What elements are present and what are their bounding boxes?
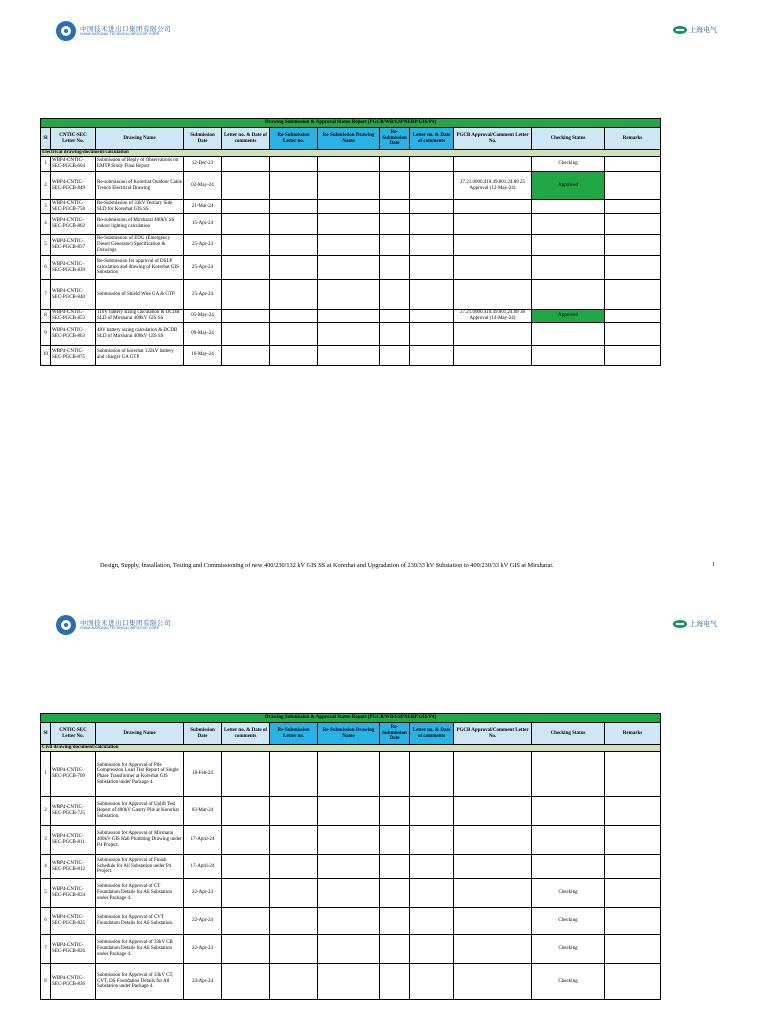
- row-resubmission-date: [380, 964, 410, 1000]
- row-resubmission-letter: [270, 855, 318, 879]
- shanghai-electric-logo-page2: [673, 619, 717, 629]
- table-row: [41, 879, 661, 908]
- row-submission-date: 21-Mar-24: [184, 200, 222, 214]
- row-resubmission-date: [380, 345, 410, 365]
- row-submission-date: 25-Apr-24: [184, 235, 222, 256]
- cntic-logo: [56, 21, 171, 41]
- row-drawing-name: Submission of Reply of Observations on EMTP Study Final Report: [96, 157, 184, 172]
- row-resubmission-drawing: [318, 235, 380, 256]
- row-comments-letter-2: [410, 172, 454, 200]
- row-resubmission-drawing: [318, 752, 380, 797]
- row-resubmission-drawing: [318, 964, 380, 1000]
- status-table-electrical: [40, 118, 661, 366]
- row-drawing-name: Submission for Approval of Pile Compression Load Test Report of Single Phase Transformer at Korerhat GIS Substation under Package 4.: [96, 752, 184, 797]
- row-comments-letter-2: [410, 157, 454, 172]
- row-sl: 3: [41, 826, 51, 855]
- row-pgcb-approval: [454, 752, 532, 797]
- row-pgcb-approval: 27.21.0000.410.49.001.24.08 25 Approval (13-May-24): [454, 172, 532, 200]
- row-drawing-name: Submission for Approval of 33kV CT, CVT, DS Foundation Details for All Substation under Package 4.: [96, 964, 184, 1000]
- table-row: [41, 172, 661, 200]
- row-letter-no: WBP4-CNTIC-SEC-PGCB-836: [51, 964, 96, 1000]
- row-remarks: [605, 322, 661, 345]
- row-resubmission-letter: [270, 256, 318, 280]
- row-letter-no: WBP4-CNTIC-SEC-PGCB-812: [51, 855, 96, 879]
- header-remarks: Remarks: [605, 128, 661, 150]
- row-resubmission-date: [380, 855, 410, 879]
- row-resubmission-letter: [270, 235, 318, 256]
- row-letter-no: WBP4-CNTIC-SEC-PGCB-853: [51, 310, 96, 323]
- row-comments-letter: [222, 797, 270, 826]
- row-submission-date: 15-Apr-24: [184, 214, 222, 235]
- header-remarks: Remarks: [605, 723, 661, 745]
- row-submission-date: 22-Apr-24: [184, 908, 222, 935]
- row-comments-letter-2: [410, 879, 454, 908]
- row-sl: 9: [41, 322, 51, 345]
- row-checking-status: [532, 235, 605, 256]
- row-letter-no: WBP4-CNTIC-SEC-PGCB-725: [51, 797, 96, 826]
- row-comments-letter: [222, 964, 270, 1000]
- row-checking-status: Checking: [532, 935, 605, 964]
- row-checking-status: [532, 322, 605, 345]
- row-resubmission-letter: [270, 280, 318, 310]
- header-resubmission-letter: Re-Submission Letter no.: [270, 723, 318, 745]
- row-remarks: [605, 172, 661, 200]
- row-comments-letter: [222, 157, 270, 172]
- row-sl: 10: [41, 345, 51, 365]
- row-sl: 5: [41, 879, 51, 908]
- table-row: [41, 797, 661, 826]
- row-resubmission-letter: [270, 879, 318, 908]
- row-comments-letter: [222, 200, 270, 214]
- row-resubmission-drawing: [318, 172, 380, 200]
- report-title: Drawing Submission & Approval Status Report [PGCB/WB/ESPNERP/GIS/P4]: [41, 119, 661, 128]
- header-checking-status: Checking Status: [532, 723, 605, 745]
- row-sl: 8: [41, 310, 51, 323]
- row-comments-letter: [222, 310, 270, 323]
- row-resubmission-drawing: [318, 214, 380, 235]
- row-resubmission-letter: [270, 157, 318, 172]
- row-submission-date: 03-Mar-24: [184, 797, 222, 826]
- section-title-electrical: Electrical drawing/document/calculation: [41, 150, 661, 157]
- report-title: Drawing Submission & Approval Status Report [PGCB/WB/ESPNERP/GIS/P4]: [41, 714, 661, 723]
- row-resubmission-date: [380, 200, 410, 214]
- row-sl: 7: [41, 935, 51, 964]
- row-pgcb-approval: [454, 345, 532, 365]
- row-comments-letter: [222, 826, 270, 855]
- row-letter-no: WBP4-CNTIC-SEC-PGCB-849: [51, 172, 96, 200]
- header-pgcb-approval: PGCB Approval/Comment Letter No.: [454, 128, 532, 150]
- table-row: [41, 964, 661, 1000]
- row-checking-status: Checking: [532, 964, 605, 1000]
- row-remarks: [605, 345, 661, 365]
- table-row: [41, 235, 661, 256]
- row-resubmission-drawing: [318, 345, 380, 365]
- row-resubmission-drawing: [318, 879, 380, 908]
- row-drawing-name: Submission of Shield Wire GA & GTP: [96, 280, 184, 310]
- row-comments-letter: [222, 752, 270, 797]
- row-resubmission-letter: [270, 172, 318, 200]
- row-comments-letter-2: [410, 935, 454, 964]
- row-checking-status: [532, 826, 605, 855]
- row-checking-status: [532, 345, 605, 365]
- shanghai-electric-text: 上海电气: [689, 620, 717, 628]
- row-remarks: [605, 855, 661, 879]
- row-comments-letter: [222, 235, 270, 256]
- row-resubmission-drawing: [318, 200, 380, 214]
- row-pgcb-approval: [454, 322, 532, 345]
- table-row: [41, 214, 661, 235]
- row-comments-letter: [222, 879, 270, 908]
- row-comments-letter-2: [410, 908, 454, 935]
- row-drawing-name: Submission for Approval of Uplift Test Report of 400kV Gantry Pile at Korerhat Substation.: [96, 797, 184, 826]
- row-remarks: [605, 235, 661, 256]
- row-letter-no: WBP4-CNTIC-SEC-PGCB-839: [51, 256, 96, 280]
- row-comments-letter-2: [410, 855, 454, 879]
- header-sl: Sl: [41, 128, 51, 150]
- row-checking-status: Approved: [532, 310, 605, 323]
- header-comments-letter-2: Letter no. & Date of comments: [410, 723, 454, 745]
- row-resubmission-letter: [270, 310, 318, 323]
- row-letter-no: WBP4-CNTIC-SEC-PGCB-758: [51, 200, 96, 214]
- table-row: [41, 200, 661, 214]
- row-comments-letter-2: [410, 826, 454, 855]
- row-remarks: [605, 797, 661, 826]
- row-submission-date: 24-Apr-24: [184, 964, 222, 1000]
- cntic-logo-en: CHINA NATIONAL TECHNICAL IMP.& EXP. CORP.: [80, 32, 160, 36]
- cntic-logo-cn: 中国技术进出口集团有限公司: [80, 618, 171, 627]
- row-pgcb-approval: [454, 256, 532, 280]
- row-comments-letter-2: [410, 964, 454, 1000]
- row-resubmission-letter: [270, 935, 318, 964]
- table-row: [41, 322, 661, 345]
- header-row: [41, 128, 661, 150]
- row-resubmission-date: [380, 752, 410, 797]
- row-letter-no: WBP4-CNTIC-SEC-PGCB-826: [51, 935, 96, 964]
- header-resubmission-date: Re-Submission Date: [380, 723, 410, 745]
- cntic-logo-page2: [56, 615, 171, 635]
- row-comments-letter: [222, 172, 270, 200]
- row-checking-status: [532, 200, 605, 214]
- project-footer: Design, Supply, Installation, Testing and Commissioning of new 400/230/132 kV GIS SS at Korerhat and Upgradation of 230/33 kV Substation to 400/230/33 kV GIS at Mirsharai.: [100, 562, 554, 569]
- row-submission-date: 16-May-24: [184, 345, 222, 365]
- row-pgcb-approval: [454, 157, 532, 172]
- row-checking-status: Checking: [532, 157, 605, 172]
- row-resubmission-drawing: [318, 826, 380, 855]
- row-submission-date: 25-Apr-24: [184, 280, 222, 310]
- row-checking-status: Checking: [532, 879, 605, 908]
- table-row: [41, 855, 661, 879]
- row-drawing-name: Re-Submission of EDG (Emergency Diesel Generator) Specification & Drawings: [96, 235, 184, 256]
- row-letter-no: WBP4-CNTIC-SEC-PGCB-811: [51, 826, 96, 855]
- row-submission-date: 05-May-24: [184, 310, 222, 323]
- row-resubmission-drawing: [318, 157, 380, 172]
- row-resubmission-letter: [270, 752, 318, 797]
- row-pgcb-approval: [454, 797, 532, 826]
- row-resubmission-date: [380, 256, 410, 280]
- header-row: [41, 723, 661, 745]
- table-row: [41, 345, 661, 365]
- row-pgcb-approval: [454, 280, 532, 310]
- row-resubmission-date: [380, 322, 410, 345]
- row-sl: 1: [41, 752, 51, 797]
- row-sl: 7: [41, 280, 51, 310]
- row-submission-date: 17-April-24: [184, 826, 222, 855]
- row-checking-status: [532, 256, 605, 280]
- status-table-civil: [40, 713, 661, 1000]
- row-resubmission-date: [380, 879, 410, 908]
- shanghai-electric-logo: [673, 25, 717, 35]
- row-letter-no: WBP4-CNTIC-SEC-PGCB-840: [51, 280, 96, 310]
- row-remarks: [605, 935, 661, 964]
- row-comments-letter: [222, 214, 270, 235]
- shanghai-electric-icon: [673, 620, 687, 628]
- row-checking-status: [532, 214, 605, 235]
- table-row: [41, 752, 661, 797]
- cntic-logo-icon: [56, 21, 76, 41]
- row-sl: 5: [41, 235, 51, 256]
- row-pgcb-approval: [454, 908, 532, 935]
- header-submission-date: Submission Date: [184, 128, 222, 150]
- table-row: [41, 256, 661, 280]
- header-drawing-name: Drawing Name: [96, 128, 184, 150]
- row-resubmission-date: [380, 172, 410, 200]
- header-resubmission-drawing: Re-Submission Drawing Name: [318, 128, 380, 150]
- row-sl: 8: [41, 964, 51, 1000]
- row-resubmission-date: [380, 826, 410, 855]
- row-comments-letter: [222, 256, 270, 280]
- row-resubmission-drawing: [318, 797, 380, 826]
- row-submission-date: 25-Apr-24: [184, 256, 222, 280]
- row-comments-letter-2: [410, 752, 454, 797]
- row-drawing-name: Submission for Approval of 33kV CB Foundation Details for All Substation under Package 4.: [96, 935, 184, 964]
- header-sl: Sl: [41, 723, 51, 745]
- table-row: [41, 157, 661, 172]
- row-comments-letter-2: [410, 345, 454, 365]
- table-row: [41, 826, 661, 855]
- row-sl: 3: [41, 200, 51, 214]
- header-letter-no: CNTIC-SEC Letter No.: [51, 128, 96, 150]
- row-comments-letter-2: [410, 310, 454, 323]
- row-resubmission-drawing: [318, 935, 380, 964]
- row-comments-letter-2: [410, 797, 454, 826]
- row-resubmission-letter: [270, 345, 318, 365]
- row-resubmission-date: [380, 214, 410, 235]
- row-resubmission-drawing: [318, 310, 380, 323]
- row-pgcb-approval: [454, 935, 532, 964]
- row-submission-date: 12-Dec-23: [184, 157, 222, 172]
- row-remarks: [605, 826, 661, 855]
- header-comments-letter-2: Letter no. & Date of comments: [410, 128, 454, 150]
- header-resubmission-date: Re-Submission Date: [380, 128, 410, 150]
- shanghai-electric-text: 上海电气: [689, 26, 717, 34]
- cntic-logo-cn: 中国技术进出口集团有限公司: [80, 24, 171, 33]
- row-comments-letter: [222, 935, 270, 964]
- table-row: [41, 935, 661, 964]
- row-resubmission-date: [380, 310, 410, 323]
- row-checking-status: [532, 797, 605, 826]
- row-letter-no: WBP4-CNTIC-SEC-PGCB-837: [51, 235, 96, 256]
- row-resubmission-drawing: [318, 908, 380, 935]
- row-drawing-name: Submission for Approval of Mirsharai 400kV GIS Hall Plumbing Drawing under P4 Project.: [96, 826, 184, 855]
- row-remarks: [605, 256, 661, 280]
- row-comments-letter: [222, 855, 270, 879]
- row-resubmission-letter: [270, 214, 318, 235]
- row-remarks: [605, 752, 661, 797]
- row-submission-date: 22-Apr-24: [184, 935, 222, 964]
- row-sl: 2: [41, 172, 51, 200]
- row-resubmission-drawing: [318, 280, 380, 310]
- row-remarks: [605, 908, 661, 935]
- row-comments-letter-2: [410, 280, 454, 310]
- row-resubmission-date: [380, 280, 410, 310]
- table-row: [41, 908, 661, 935]
- row-drawing-name: Submission for Approval of Finish Schedule for All Substation under P4 Project.: [96, 855, 184, 879]
- row-sl: 4: [41, 855, 51, 879]
- row-checking-status: Approved: [532, 172, 605, 200]
- row-checking-status: [532, 855, 605, 879]
- row-letter-no: WBP4-CNTIC-SEC-PGCB-875: [51, 345, 96, 365]
- header-comments-letter: Letter no. & Date of comments: [222, 723, 270, 745]
- row-drawing-name: Re-Submission of 33kV Tertiary Side SLD for Korerhat GIS SS: [96, 200, 184, 214]
- row-submission-date: 22-Apr-24: [184, 879, 222, 908]
- row-resubmission-drawing: [318, 322, 380, 345]
- row-submission-date: 17-April-24: [184, 855, 222, 879]
- row-checking-status: Checking: [532, 908, 605, 935]
- section-title-civil: Civil drawing/document/calculation: [41, 745, 661, 752]
- row-resubmission-letter: [270, 908, 318, 935]
- row-resubmission-date: [380, 908, 410, 935]
- row-resubmission-letter: [270, 826, 318, 855]
- page-number: 1: [712, 562, 715, 568]
- row-resubmission-drawing: [318, 256, 380, 280]
- cntic-logo-en: CHINA NATIONAL TECHNICAL IMP.& EXP. CORP.: [80, 626, 160, 630]
- row-sl: 6: [41, 908, 51, 935]
- row-comments-letter: [222, 908, 270, 935]
- cntic-logo-icon: [56, 615, 76, 635]
- row-comments-letter: [222, 322, 270, 345]
- row-submission-date: 02-May-24: [184, 172, 222, 200]
- row-pgcb-approval: [454, 214, 532, 235]
- row-comments-letter-2: [410, 200, 454, 214]
- row-letter-no: WBP4-CNTIC-SEC-PGCB-825: [51, 908, 96, 935]
- header-resubmission-letter: Re-Submission Letter no.: [270, 128, 318, 150]
- row-drawing-name: Submission for Approval of CT Foundation Details for All Substation under Package 4.: [96, 879, 184, 908]
- row-remarks: [605, 157, 661, 172]
- row-pgcb-approval: [454, 235, 532, 256]
- row-checking-status: [532, 280, 605, 310]
- row-letter-no: WBP4-CNTIC-SEC-PGCB-824: [51, 879, 96, 908]
- row-resubmission-letter: [270, 200, 318, 214]
- row-letter-no: WBP4-CNTIC-SEC-PGCB-863: [51, 322, 96, 345]
- row-submission-date: 09-May-24: [184, 322, 222, 345]
- row-sl: 4: [41, 214, 51, 235]
- row-remarks: [605, 280, 661, 310]
- row-pgcb-approval: [454, 826, 532, 855]
- row-remarks: [605, 879, 661, 908]
- row-resubmission-letter: [270, 797, 318, 826]
- row-comments-letter: [222, 345, 270, 365]
- row-resubmission-letter: [270, 322, 318, 345]
- row-drawing-name: Submission for Approval of CVT Foundation Details for All Substation.: [96, 908, 184, 935]
- row-remarks: [605, 964, 661, 1000]
- row-resubmission-date: [380, 157, 410, 172]
- row-comments-letter: [222, 280, 270, 310]
- table-row: [41, 280, 661, 310]
- header-letter-no: CNTIC-SEC Letter No.: [51, 723, 96, 745]
- row-resubmission-drawing: [318, 855, 380, 879]
- row-pgcb-approval: [454, 855, 532, 879]
- header-checking-status: Checking Status: [532, 128, 605, 150]
- row-comments-letter-2: [410, 214, 454, 235]
- row-resubmission-date: [380, 235, 410, 256]
- header-comments-letter: Letter no. & Date of comments: [222, 128, 270, 150]
- row-comments-letter-2: [410, 256, 454, 280]
- row-sl: 1: [41, 157, 51, 172]
- row-drawing-name: Submission of korerhat 132kV battery and charger GA GTP: [96, 345, 184, 365]
- table-row: [41, 310, 661, 323]
- row-drawing-name: 48V battery sizing calculation & DCDB SLD of Mirsharai 400kV GIS SS: [96, 322, 184, 345]
- row-drawing-name: 110V battery sizing calculation & DCDB SLD of Mirsharai 400kV GIS SS: [96, 310, 184, 323]
- row-resubmission-date: [380, 797, 410, 826]
- row-drawing-name: Re-submission of Korerhat Outdoor Cable Trench Electrical Drawing: [96, 172, 184, 200]
- row-sl: 6: [41, 256, 51, 280]
- header-pgcb-approval: PGCB Approval/Comment Letter No.: [454, 723, 532, 745]
- row-remarks: [605, 214, 661, 235]
- row-remarks: [605, 310, 661, 323]
- row-remarks: [605, 200, 661, 214]
- row-resubmission-letter: [270, 964, 318, 1000]
- row-resubmission-date: [380, 935, 410, 964]
- header-drawing-name: Drawing Name: [96, 723, 184, 745]
- row-letter-no: WBP4-CNTIC-SEC-PGCB-709: [51, 752, 96, 797]
- row-drawing-name: Re-submission of Mirsharai 400kV SS indoor lighting calculation: [96, 214, 184, 235]
- row-pgcb-approval: [454, 879, 532, 908]
- row-letter-no: WBP4-CNTIC-SEC-PGCB-802: [51, 214, 96, 235]
- row-letter-no: WBP4-CNTIC-SEC-PGCB-604: [51, 157, 96, 172]
- row-comments-letter-2: [410, 322, 454, 345]
- row-submission-date: 18-Feb-24: [184, 752, 222, 797]
- row-pgcb-approval: [454, 964, 532, 1000]
- row-pgcb-approval: [454, 200, 532, 214]
- row-checking-status: [532, 752, 605, 797]
- shanghai-electric-icon: [673, 26, 687, 34]
- row-sl: 2: [41, 797, 51, 826]
- row-pgcb-approval: 27.21.0000.410.49.001.24.08 38 Approval (14-May-24): [454, 310, 532, 323]
- row-comments-letter-2: [410, 235, 454, 256]
- header-resubmission-drawing: Re-Submission Drawing Name: [318, 723, 380, 745]
- row-drawing-name: Re-Submission for approval of DSLP calculation and drawing of Korerhat GIS Substation: [96, 256, 184, 280]
- header-submission-date: Submission Date: [184, 723, 222, 745]
